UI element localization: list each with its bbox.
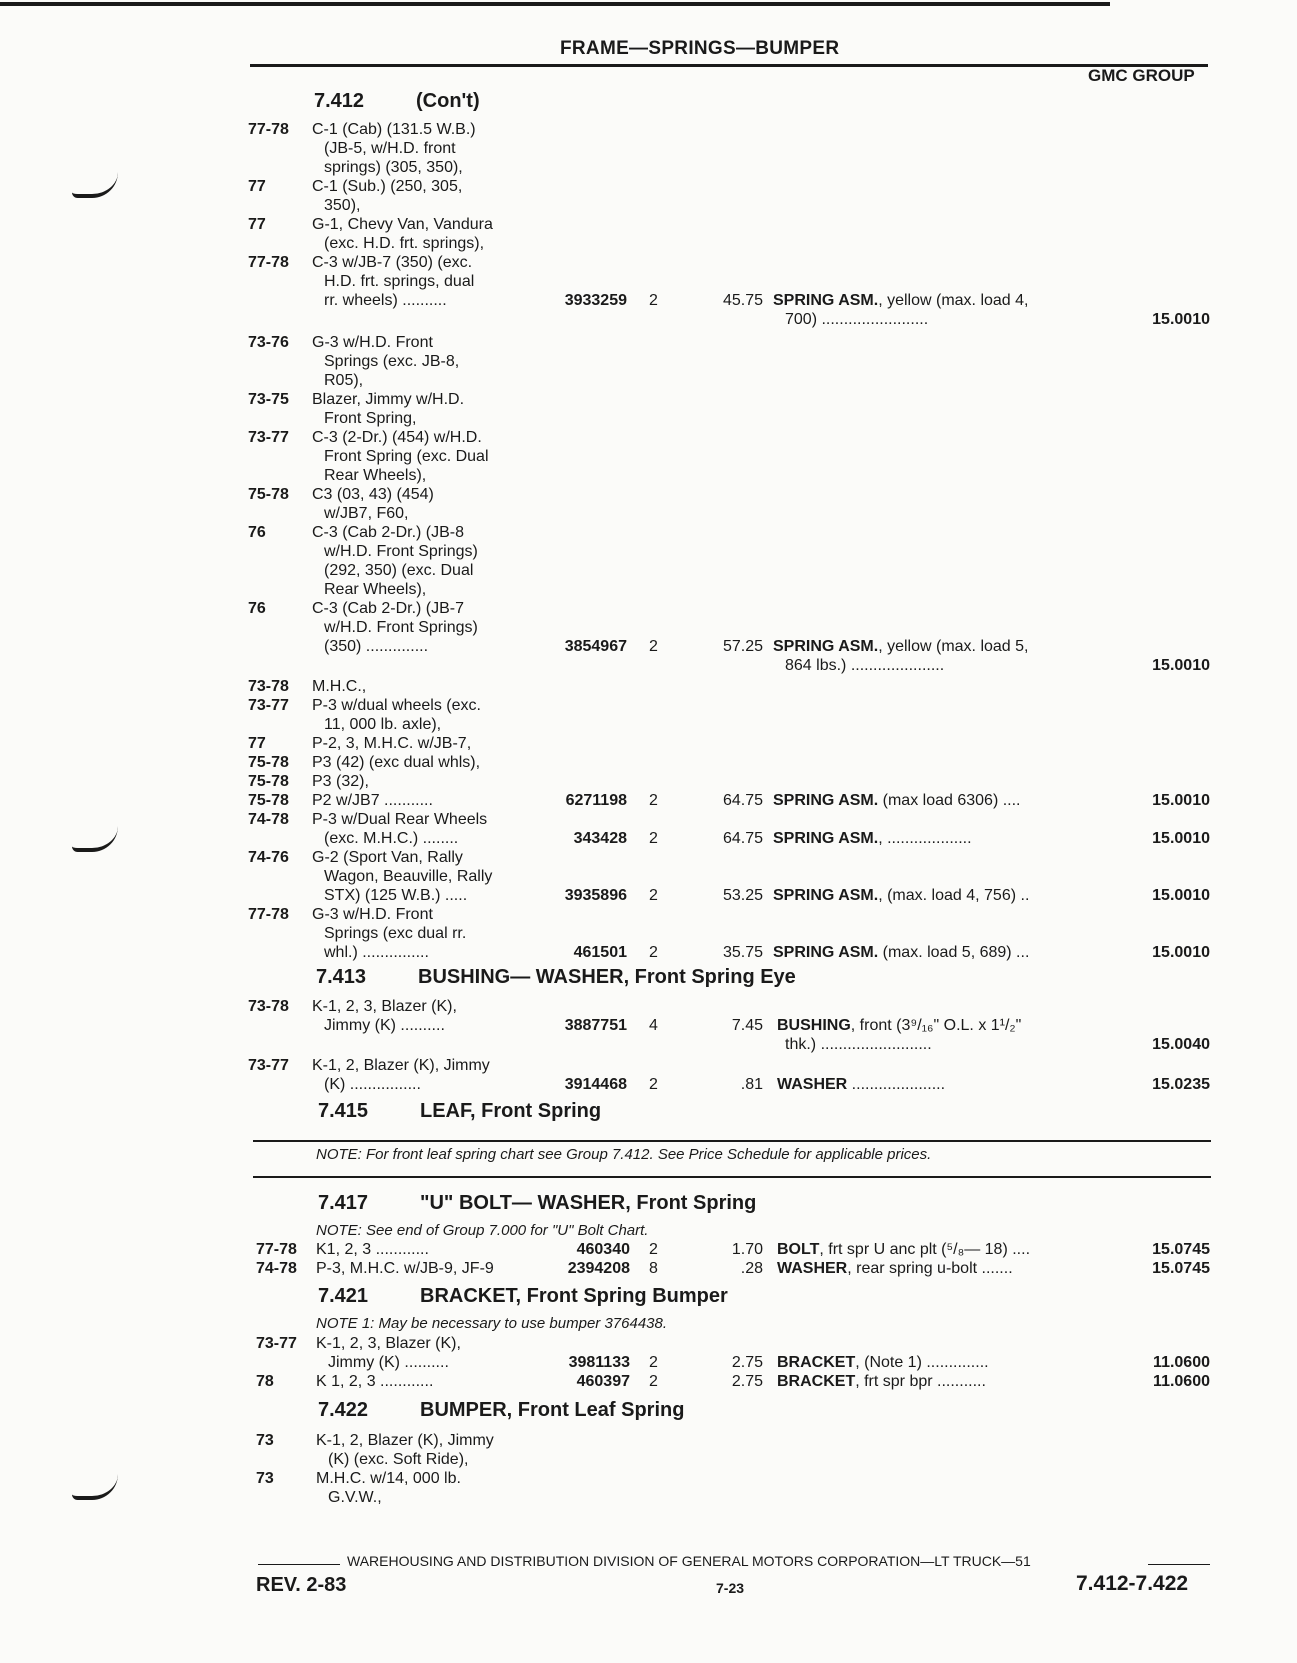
- section-title: BUMPER, Front Leaf Spring: [420, 1399, 685, 1421]
- description-bold: WASHER: [777, 1260, 848, 1277]
- application: Jimmy (K) ..........: [324, 1017, 445, 1034]
- price: 57.25: [722, 638, 763, 655]
- quantity: 2: [649, 1076, 658, 1093]
- description-bold: WASHER: [777, 1076, 848, 1093]
- part-number: 6271198: [565, 792, 627, 809]
- description: [777, 1016, 1021, 1035]
- year-range: 78: [256, 1373, 274, 1390]
- section-title: BUSHING— WASHER, Front Spring Eye: [418, 966, 796, 988]
- price: 64.75: [722, 792, 763, 809]
- application: Front Spring,: [324, 410, 417, 427]
- price: 35.75: [722, 944, 763, 961]
- section-title: (Con't): [416, 90, 480, 112]
- description-bold: SPRING ASM.: [773, 944, 879, 961]
- section-heading-7421: [318, 1285, 728, 1308]
- year-range: 77-78: [256, 1241, 297, 1258]
- section-title: LEAF, Front Spring: [420, 1100, 602, 1122]
- description: [773, 291, 1028, 310]
- application: G.V.W.,: [328, 1489, 382, 1506]
- application: 11, 000 lb. axle),: [324, 716, 442, 733]
- catalog-number: 11.0600: [1153, 1373, 1210, 1390]
- section-number: 7.413: [316, 966, 367, 988]
- revision-label: REV. 2-83: [256, 1574, 347, 1596]
- application: STX) (125 W.B.) .....: [324, 887, 468, 904]
- application: P2 w/JB7 ...........: [312, 792, 433, 809]
- application: C-3 (2-Dr.) (454) w/H.D.: [312, 429, 482, 446]
- quantity: 2: [649, 292, 658, 309]
- quantity: 2: [649, 830, 658, 847]
- part-number: 2394208: [567, 1260, 630, 1277]
- section-heading-7412: [314, 90, 480, 113]
- year-range: 77: [248, 216, 266, 233]
- description: [773, 791, 1021, 810]
- part-number: 3914468: [564, 1076, 627, 1093]
- quantity: 2: [649, 944, 658, 961]
- application: M.H.C.,: [312, 678, 367, 695]
- section-rule: [253, 1140, 1211, 1142]
- catalog-number: 15.0040: [1152, 1036, 1210, 1053]
- year-range: 73: [256, 1470, 274, 1487]
- price: 2.75: [731, 1373, 763, 1390]
- application: w/H.D. Front Springs): [324, 543, 478, 560]
- application: P-3 w/dual wheels (exc.: [312, 697, 481, 714]
- application: (350) ..............: [324, 638, 429, 655]
- catalog-number: 11.0600: [1153, 1354, 1210, 1371]
- quantity: 2: [649, 1373, 658, 1390]
- application: P3 (32),: [312, 773, 369, 790]
- part-number: 3933259: [564, 292, 627, 309]
- catalog-number: 15.0745: [1152, 1260, 1210, 1277]
- price: 53.25: [722, 887, 763, 904]
- year-range: 75-78: [248, 754, 289, 771]
- application: Wagon, Beauville, Rally: [324, 868, 493, 885]
- part-number: 461501: [573, 944, 627, 961]
- binder-hole-mark: [72, 826, 118, 852]
- description-text: , (max. load 4, 756) ..: [878, 887, 1030, 904]
- application: w/H.D. Front Springs): [324, 619, 478, 636]
- catalog-number: 15.0745: [1152, 1241, 1210, 1258]
- section-number: 7.422: [318, 1399, 369, 1421]
- description-bold: SPRING ASM.: [773, 792, 879, 809]
- year-range: 74-78: [256, 1260, 297, 1277]
- section-heading-7422: [318, 1399, 684, 1422]
- year-range: 74-76: [248, 849, 289, 866]
- application: 350),: [324, 197, 361, 214]
- year-range: 73-76: [248, 334, 289, 351]
- year-range: 76: [248, 524, 266, 541]
- application: Springs (exc dual rr.: [324, 925, 467, 942]
- application: M.H.C. w/14, 000 lb.: [316, 1470, 461, 1487]
- footer-rule-left: [258, 1564, 340, 1565]
- part-number: 460397: [576, 1373, 630, 1390]
- description-bold: BRACKET: [777, 1354, 856, 1371]
- description-bold: SPRING ASM.: [773, 292, 879, 309]
- application: Rear Wheels),: [324, 581, 427, 598]
- quantity: 2: [649, 638, 658, 655]
- application: K-1, 2, Blazer (K), Jimmy: [312, 1057, 490, 1074]
- description-bold: BUSHING: [777, 1017, 851, 1034]
- description-text: , (Note 1) ..............: [855, 1354, 989, 1371]
- description-bold: SPRING ASM.: [773, 887, 879, 904]
- quantity: 2: [649, 887, 658, 904]
- year-range: 73-77: [248, 697, 289, 714]
- application: C3 (03, 43) (454): [312, 486, 434, 503]
- part-number: 3935896: [564, 887, 627, 904]
- description-text: , ...................: [878, 830, 972, 847]
- description-text: , front (3⁹/₁₆" O.L. x 1¹/₂": [850, 1017, 1022, 1034]
- part-number: 3887751: [564, 1017, 627, 1034]
- year-range: 77-78: [248, 254, 289, 271]
- quantity: 2: [649, 1241, 658, 1258]
- year-range: 76: [248, 600, 266, 617]
- top-border-rule: [0, 2, 1110, 6]
- description: [777, 1240, 1030, 1259]
- application: (292, 350) (exc. Dual: [324, 562, 474, 579]
- description-bold: BOLT: [777, 1241, 820, 1258]
- application: G-1, Chevy Van, Vandura: [312, 216, 493, 233]
- note-7415: NOTE: For front leaf spring chart see Group 7.412. See Price Schedule for applicable prices.: [316, 1146, 932, 1163]
- section-rule: [253, 1176, 1211, 1178]
- application: K 1, 2, 3 ............: [316, 1373, 434, 1390]
- description: [777, 1259, 1013, 1278]
- quantity: 2: [649, 1354, 658, 1371]
- section-title: BRACKET, Front Spring Bumper: [420, 1285, 728, 1307]
- application: C-3 (Cab 2-Dr.) (JB-8: [312, 524, 465, 541]
- application: C-1 (Sub.) (250, 305,: [312, 178, 463, 195]
- application: G-2 (Sport Van, Rally: [312, 849, 463, 866]
- description-text: .....................: [847, 1076, 946, 1093]
- price: 2.75: [731, 1354, 763, 1371]
- description-text: , yellow (max. load 5,: [878, 638, 1029, 655]
- description-bold: SPRING ASM.: [773, 830, 879, 847]
- catalog-number: 15.0010: [1152, 887, 1210, 904]
- description-text: thk.) .........................: [785, 1036, 932, 1053]
- application: P-2, 3, M.H.C. w/JB-7,: [312, 735, 472, 752]
- section-number: 7.421: [318, 1285, 369, 1307]
- footer-text: WAREHOUSING AND DISTRIBUTION DIVISION OF GENERAL MOTORS CORPORATION—LT TRUCK—51: [347, 1553, 1031, 1569]
- application: springs) (305, 350),: [324, 159, 463, 176]
- note-7421: NOTE 1: May be necessary to use bumper 3764438.: [316, 1315, 668, 1332]
- group-label: GMC GROUP: [1088, 66, 1195, 85]
- quantity: 8: [649, 1260, 658, 1277]
- binder-hole-mark: [72, 1474, 118, 1500]
- title-rule: [250, 64, 1208, 67]
- application: (K) (exc. Soft Ride),: [328, 1451, 469, 1468]
- year-range: 77: [248, 735, 266, 752]
- application: w/JB7, F60,: [324, 505, 409, 522]
- section-number: 7.412: [314, 90, 365, 112]
- application: C-1 (Cab) (131.5 W.B.): [312, 121, 476, 138]
- year-range: 73-77: [248, 1057, 289, 1074]
- description: [773, 829, 972, 848]
- description-bold: SPRING ASM.: [773, 638, 879, 655]
- application: P3 (42) (exc dual whls),: [312, 754, 481, 771]
- part-number: 3854967: [564, 638, 627, 655]
- description-text: 700) ........................: [785, 311, 929, 328]
- section-range: 7.412-7.422: [1076, 1572, 1189, 1595]
- section-heading-7417: [318, 1192, 756, 1215]
- year-range: 75-78: [248, 792, 289, 809]
- description-text: 864 lbs.) .....................: [785, 657, 945, 674]
- year-range: 73: [256, 1432, 274, 1449]
- footer-rule-right: [1148, 1564, 1210, 1565]
- year-range: 73-78: [248, 678, 289, 695]
- quantity: 4: [649, 1017, 658, 1034]
- year-range: 75-78: [248, 486, 289, 503]
- note-7417: NOTE: See end of Group 7.000 for "U" Bolt Chart.: [316, 1222, 649, 1239]
- price: 45.75: [722, 292, 763, 309]
- part-number: 343428: [573, 830, 627, 847]
- year-range: 73-77: [248, 429, 289, 446]
- price: .81: [740, 1076, 763, 1093]
- binder-hole-mark: [72, 172, 118, 198]
- description-text: , yellow (max. load 4,: [878, 292, 1029, 309]
- price: 7.45: [731, 1017, 763, 1034]
- application: Rear Wheels),: [324, 467, 427, 484]
- application: P-3, M.H.C. w/JB-9, JF-9: [316, 1260, 494, 1277]
- catalog-number: 15.0010: [1152, 792, 1210, 809]
- year-range: 73-77: [256, 1335, 297, 1352]
- description-text: (max load 6306) ....: [878, 792, 1021, 809]
- section-title: "U" BOLT— WASHER, Front Spring: [420, 1192, 757, 1214]
- application: whl.) ...............: [324, 944, 429, 961]
- price: 1.70: [731, 1241, 763, 1258]
- description-text: , frt spr U anc plt (⁵/₈— 18) ....: [819, 1241, 1031, 1258]
- description: [777, 1372, 986, 1391]
- application: rr. wheels) ..........: [324, 292, 447, 309]
- description-bold: BRACKET: [777, 1373, 856, 1390]
- application: G-3 w/H.D. Front: [312, 334, 433, 351]
- application: (exc. M.H.C.) ........: [324, 830, 459, 847]
- catalog-number: 15.0235: [1152, 1076, 1210, 1093]
- description-text: , rear spring u-bolt .......: [847, 1260, 1013, 1277]
- catalog-number: 15.0010: [1152, 657, 1210, 674]
- description: [773, 886, 1029, 905]
- catalog-number: 15.0010: [1152, 311, 1210, 328]
- application: (JB-5, w/H.D. front: [324, 140, 456, 157]
- application: (K) ................: [324, 1076, 421, 1093]
- application: Springs (exc. JB-8,: [324, 353, 460, 370]
- application: K-1, 2, 3, Blazer (K),: [312, 998, 457, 1015]
- application: C-3 w/JB-7 (350) (exc.: [312, 254, 473, 271]
- application: C-3 (Cab 2-Dr.) (JB-7: [312, 600, 465, 617]
- page-title: FRAME—SPRINGS—BUMPER: [560, 38, 840, 59]
- section-heading-7415: [318, 1100, 601, 1123]
- application: K-1, 2, 3, Blazer (K),: [316, 1335, 461, 1352]
- application: (exc. H.D. frt. springs),: [324, 235, 485, 252]
- application: R05),: [324, 372, 364, 389]
- year-range: 75-78: [248, 773, 289, 790]
- section-number: 7.417: [318, 1192, 369, 1214]
- year-range: 77-78: [248, 906, 289, 923]
- description: [777, 1353, 989, 1372]
- part-number: 460340: [576, 1241, 630, 1258]
- application: K-1, 2, Blazer (K), Jimmy: [316, 1432, 494, 1449]
- part-number: 3981133: [568, 1354, 630, 1371]
- year-range: 73-75: [248, 391, 289, 408]
- price: .28: [740, 1260, 763, 1277]
- description: [773, 637, 1028, 656]
- year-range: 77: [248, 178, 266, 195]
- application: P-3 w/Dual Rear Wheels: [312, 811, 488, 828]
- description-text: , frt spr bpr ...........: [855, 1373, 986, 1390]
- application: K1, 2, 3 ............: [316, 1241, 429, 1258]
- application: Jimmy (K) ..........: [328, 1354, 449, 1371]
- description: [777, 1075, 945, 1094]
- section-number: 7.415: [318, 1100, 369, 1122]
- catalog-number: 15.0010: [1152, 830, 1210, 847]
- application: Blazer, Jimmy w/H.D.: [312, 391, 465, 408]
- application: Front Spring (exc. Dual: [324, 448, 489, 465]
- page-number: 7-23: [716, 1580, 745, 1596]
- section-heading-7413: [316, 966, 796, 989]
- application: H.D. frt. springs, dual: [324, 273, 475, 290]
- year-range: 73-78: [248, 998, 289, 1015]
- year-range: 77-78: [248, 121, 289, 138]
- catalog-number: 15.0010: [1152, 944, 1210, 961]
- description-text: (max. load 5, 689) ...: [878, 944, 1030, 961]
- quantity: 2: [649, 792, 658, 809]
- application: G-3 w/H.D. Front: [312, 906, 433, 923]
- year-range: 74-78: [248, 811, 289, 828]
- price: 64.75: [722, 830, 763, 847]
- description: [773, 943, 1029, 962]
